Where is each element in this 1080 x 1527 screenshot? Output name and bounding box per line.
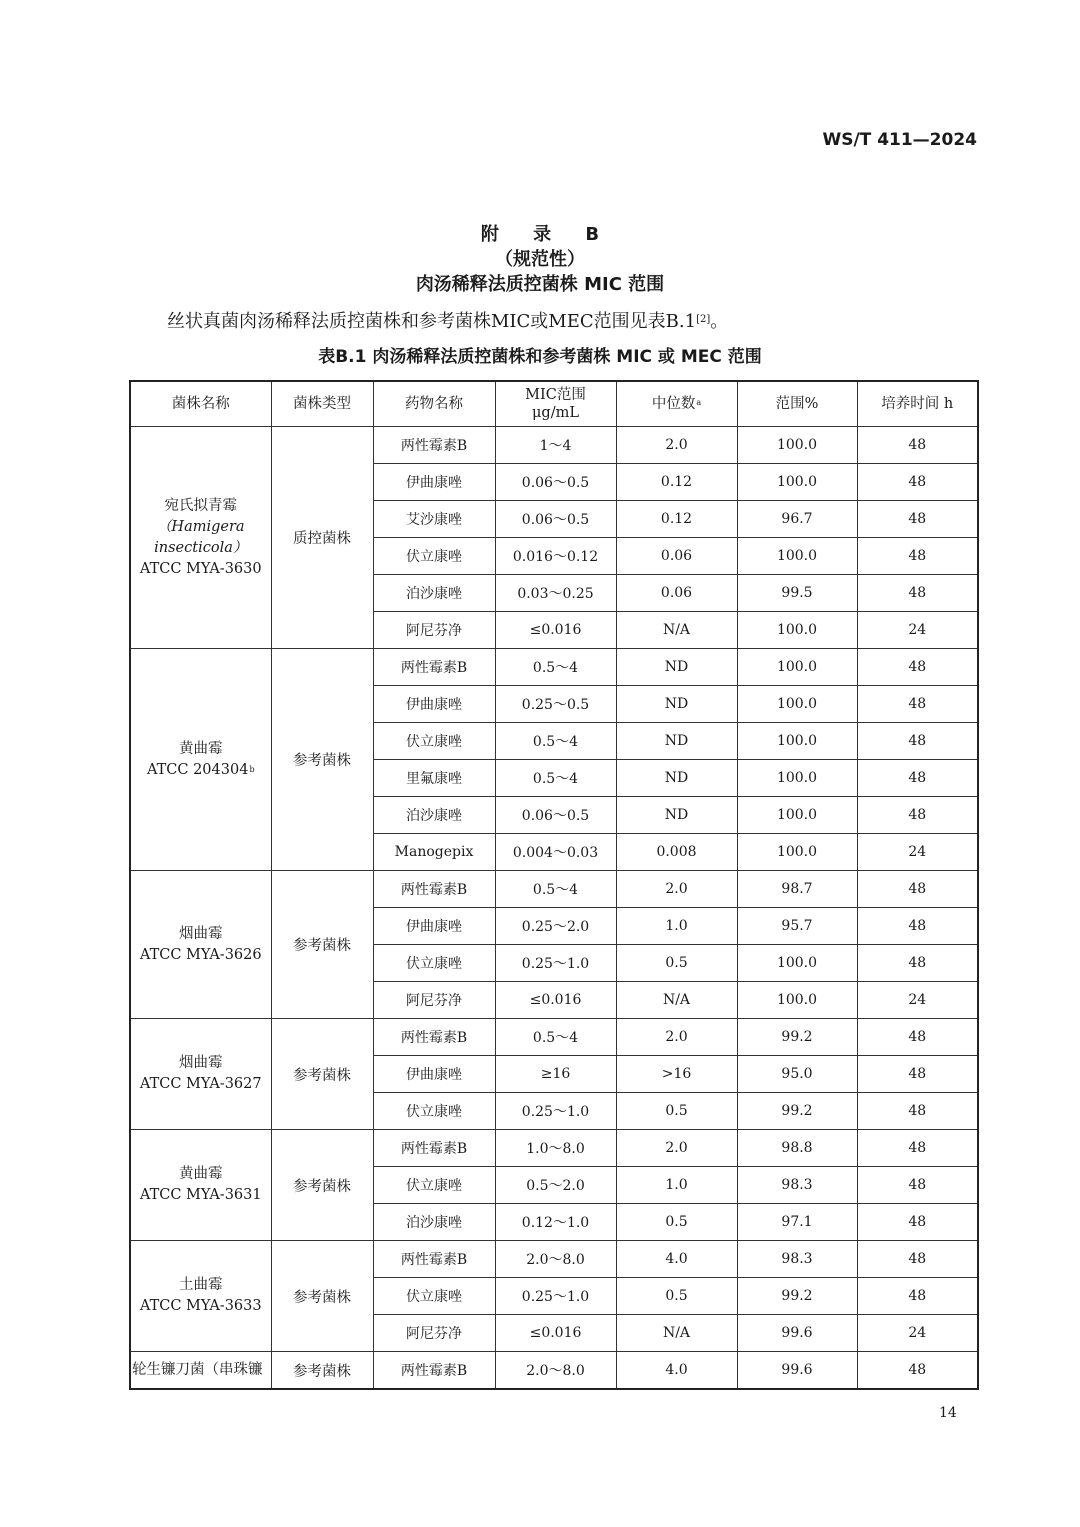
median-cell: 2.0	[616, 427, 737, 464]
incubation-time-cell: 48	[857, 1352, 978, 1390]
header-drug-name: 药物名称	[373, 381, 495, 427]
strain-name-line: ATCC MYA-3633	[139, 1298, 262, 1314]
header-mic-label: MIC范围	[525, 387, 586, 403]
mic-range-cell: ≥16	[495, 1056, 616, 1093]
appendix-heading: 肉汤稀释法质控菌株 MIC 范围	[415, 274, 665, 295]
median-cell: 4.0	[616, 1241, 737, 1278]
drug-name-cell: 两性霉素B	[373, 427, 495, 464]
drug-name-cell: 伏立康唑	[373, 538, 495, 575]
strain-type-cell: 参考菌株	[271, 1019, 373, 1130]
range-percent-cell: 100.0	[737, 760, 857, 797]
strain-name-line: 黄曲霉	[179, 1166, 223, 1182]
strain-name-line: ATCC MYA-3631	[139, 1187, 262, 1203]
drug-name-cell: 两性霉素B	[373, 649, 495, 686]
range-percent-cell: 99.2	[737, 1093, 857, 1130]
drug-name-cell: 阿尼芬净	[373, 1315, 495, 1352]
mic-range-cell: 0.25～0.5	[495, 686, 616, 723]
page-number: 14	[939, 1405, 957, 1421]
incubation-time-cell: 48	[857, 871, 978, 908]
mic-range-cell: 0.06～0.5	[495, 464, 616, 501]
median-cell: 0.5	[616, 1093, 737, 1130]
table-row	[130, 1352, 978, 1390]
appendix-title: 附 录 B	[480, 224, 614, 245]
strain-name-cell	[130, 649, 271, 871]
drug-name-cell: 艾沙康唑	[373, 501, 495, 538]
drug-name-cell: 里氟康唑	[373, 760, 495, 797]
median-cell: 0.06	[616, 538, 737, 575]
mic-range-cell: 0.5～4	[495, 760, 616, 797]
footnote-marker-b: b	[249, 764, 255, 774]
incubation-time-cell: 48	[857, 1204, 978, 1241]
drug-name-cell: 伊曲康唑	[373, 686, 495, 723]
incubation-time-cell: 48	[857, 501, 978, 538]
median-cell: 2.0	[616, 1019, 737, 1056]
incubation-time-cell: 48	[857, 723, 978, 760]
strain-type-cell: 参考菌株	[271, 871, 373, 1019]
mic-range-cell: 1.0～8.0	[495, 1130, 616, 1167]
mic-range-cell: ≤0.016	[495, 1315, 616, 1352]
mic-range-cell: 0.004～0.03	[495, 834, 616, 871]
incubation-time-cell: 24	[857, 1315, 978, 1352]
mic-range-cell: ≤0.016	[495, 982, 616, 1019]
drug-name-cell: 阿尼芬净	[373, 982, 495, 1019]
drug-name-cell: 伊曲康唑	[373, 1056, 495, 1093]
incubation-time-cell: 48	[857, 464, 978, 501]
range-percent-cell: 100.0	[737, 723, 857, 760]
strain-name-line: ATCC 204304	[146, 761, 249, 778]
median-cell: 2.0	[616, 1130, 737, 1167]
drug-name-cell: 伏立康唑	[373, 945, 495, 982]
header-mic-unit: μg/mL	[532, 405, 579, 421]
strain-name-line: （Hamigera	[156, 518, 245, 535]
median-cell: 1.0	[616, 1167, 737, 1204]
strain-name-cell	[130, 1130, 271, 1241]
incubation-time-cell: 48	[857, 945, 978, 982]
drug-name-cell: 泊沙康唑	[373, 575, 495, 612]
mic-range-cell: 0.12～1.0	[495, 1204, 616, 1241]
mic-range-cell: 0.06～0.5	[495, 797, 616, 834]
reference-marker: [2]	[696, 314, 711, 325]
mic-range-cell: 0.5～2.0	[495, 1167, 616, 1204]
mic-range-cell: 0.25～1.0	[495, 945, 616, 982]
incubation-time-cell: 48	[857, 1241, 978, 1278]
median-cell: 0.5	[616, 1278, 737, 1315]
strain-name-line: ATCC MYA-3627	[139, 1076, 262, 1092]
mic-range-table	[129, 380, 979, 1390]
mic-range-cell: 0.5～4	[495, 723, 616, 760]
median-cell: N/A	[616, 982, 737, 1019]
mic-range-cell: 0.5～4	[495, 649, 616, 686]
table-body	[130, 427, 978, 1390]
table-row	[130, 1130, 978, 1167]
range-percent-cell: 100.0	[737, 464, 857, 501]
table-header-row	[130, 381, 978, 427]
range-percent-cell: 100.0	[737, 649, 857, 686]
incubation-time-cell: 48	[857, 1278, 978, 1315]
strain-type-cell: 参考菌株	[271, 649, 373, 871]
table-row	[130, 871, 978, 908]
median-cell: 2.0	[616, 871, 737, 908]
incubation-time-cell: 48	[857, 649, 978, 686]
strain-name-line: 烟曲霉	[179, 925, 223, 942]
strain-name-line: 黄曲霉	[179, 740, 223, 757]
range-percent-cell: 98.8	[737, 1130, 857, 1167]
range-percent-cell: 98.7	[737, 871, 857, 908]
strain-name-cell	[130, 1241, 271, 1352]
median-cell: ND	[616, 723, 737, 760]
range-percent-cell: 100.0	[737, 945, 857, 982]
incubation-time-cell: 48	[857, 908, 978, 945]
incubation-time-cell: 24	[857, 982, 978, 1019]
header-median	[616, 381, 737, 427]
document-code: WS/T 411—2024	[822, 130, 977, 150]
strain-name-line: 土曲霉	[179, 1277, 223, 1293]
mic-range-cell: 1～4	[495, 427, 616, 464]
drug-name-cell: 伊曲康唑	[373, 908, 495, 945]
median-cell: >16	[616, 1056, 737, 1093]
header-range-percent: 范围%	[737, 381, 857, 427]
range-percent-cell: 100.0	[737, 982, 857, 1019]
drug-name-cell: 阿尼芬净	[373, 612, 495, 649]
median-cell: 4.0	[616, 1352, 737, 1390]
table-row	[130, 649, 978, 686]
strain-name-line: ATCC MYA-3626	[139, 946, 262, 963]
table-row	[130, 1019, 978, 1056]
mic-range-cell: ≤0.016	[495, 612, 616, 649]
strain-name-line: 烟曲霉	[179, 1055, 223, 1071]
strain-name-line: 轮生镰刀菌（串珠镰	[132, 1361, 263, 1378]
drug-name-cell: 伏立康唑	[373, 1093, 495, 1130]
range-percent-cell: 98.3	[737, 1241, 857, 1278]
drug-name-cell: 两性霉素B	[373, 1241, 495, 1278]
range-percent-cell: 95.7	[737, 908, 857, 945]
drug-name-cell: 伏立康唑	[373, 723, 495, 760]
median-cell: ND	[616, 797, 737, 834]
incubation-time-cell: 48	[857, 427, 978, 464]
range-percent-cell: 99.6	[737, 1352, 857, 1390]
strain-name-cell	[130, 427, 271, 649]
incubation-time-cell: 48	[857, 1019, 978, 1056]
mic-range-cell: 0.25～1.0	[495, 1278, 616, 1315]
range-percent-cell: 99.5	[737, 575, 857, 612]
table-caption: 表B.1 肉汤稀释法质控菌株和参考菌株 MIC 或 MEC 范围	[318, 347, 762, 367]
range-percent-cell: 98.3	[737, 1167, 857, 1204]
range-percent-cell: 100.0	[737, 612, 857, 649]
appendix-normative-note: （规范性）	[495, 249, 585, 270]
drug-name-cell: 泊沙康唑	[373, 1204, 495, 1241]
mic-range-cell: 0.25～1.0	[495, 1093, 616, 1130]
median-cell: ND	[616, 686, 737, 723]
drug-name-cell: 两性霉素B	[373, 1352, 495, 1390]
median-cell: ND	[616, 649, 737, 686]
mic-range-cell: 0.03～0.25	[495, 575, 616, 612]
drug-name-cell: Manogepix	[373, 834, 495, 871]
mic-range-cell: 0.25～2.0	[495, 908, 616, 945]
drug-name-cell: 两性霉素B	[373, 1019, 495, 1056]
intro-text: 丝状真菌肉汤稀释法质控菌株和参考菌株MIC或MEC范围见表B.1	[167, 311, 697, 332]
median-cell: 0.12	[616, 501, 737, 538]
header-median-label: 中位数	[651, 396, 696, 412]
strain-type-cell: 质控菌株	[271, 427, 373, 649]
drug-name-cell: 两性霉素B	[373, 871, 495, 908]
incubation-time-cell: 48	[857, 686, 978, 723]
drug-name-cell: 伊曲康唑	[373, 464, 495, 501]
strain-name-line: ATCC MYA-3630	[139, 560, 262, 577]
strain-name-cell	[130, 1352, 271, 1390]
incubation-time-cell: 48	[857, 1167, 978, 1204]
range-percent-cell: 100.0	[737, 797, 857, 834]
range-percent-cell: 97.1	[737, 1204, 857, 1241]
median-cell: 0.5	[616, 945, 737, 982]
mic-range-cell: 0.06～0.5	[495, 501, 616, 538]
incubation-time-cell: 48	[857, 1130, 978, 1167]
median-cell: 0.5	[616, 1204, 737, 1241]
incubation-time-cell: 24	[857, 834, 978, 871]
range-percent-cell: 100.0	[737, 427, 857, 464]
header-strain-name: 菌株名称	[130, 381, 271, 427]
mic-range-cell: 0.016～0.12	[495, 538, 616, 575]
median-cell: ND	[616, 760, 737, 797]
strain-name-line: insecticola）	[154, 539, 248, 556]
median-cell: 0.008	[616, 834, 737, 871]
table-row	[130, 427, 978, 464]
incubation-time-cell: 48	[857, 575, 978, 612]
range-percent-cell: 99.6	[737, 1315, 857, 1352]
appendix-header	[0, 222, 1080, 297]
mic-range-cell: 0.5～4	[495, 871, 616, 908]
header-incubation-time: 培养时间 h	[857, 381, 978, 427]
strain-type-cell: 参考菌株	[271, 1241, 373, 1352]
drug-name-cell: 两性霉素B	[373, 1130, 495, 1167]
strain-type-cell: 参考菌株	[271, 1352, 373, 1390]
median-cell: 0.12	[616, 464, 737, 501]
strain-name-cell	[130, 1019, 271, 1130]
range-percent-cell: 95.0	[737, 1056, 857, 1093]
range-percent-cell: 99.2	[737, 1278, 857, 1315]
drug-name-cell: 泊沙康唑	[373, 797, 495, 834]
median-cell: N/A	[616, 1315, 737, 1352]
drug-name-cell: 伏立康唑	[373, 1167, 495, 1204]
footnote-marker-a: a	[696, 398, 702, 407]
incubation-time-cell: 48	[857, 538, 978, 575]
incubation-time-cell: 48	[857, 1093, 978, 1130]
header-strain-type: 菌株类型	[271, 381, 373, 427]
mic-range-cell: 2.0～8.0	[495, 1352, 616, 1390]
median-cell: N/A	[616, 612, 737, 649]
median-cell: 1.0	[616, 908, 737, 945]
incubation-time-cell: 24	[857, 612, 978, 649]
range-percent-cell: 99.2	[737, 1019, 857, 1056]
mic-range-cell: 0.5～4	[495, 1019, 616, 1056]
header-mic-range	[495, 381, 616, 427]
strain-name-cell	[130, 871, 271, 1019]
intro-paragraph	[167, 309, 728, 335]
median-cell: 0.06	[616, 575, 737, 612]
intro-end: 。	[710, 311, 729, 332]
incubation-time-cell: 48	[857, 760, 978, 797]
mic-range-cell: 2.0～8.0	[495, 1241, 616, 1278]
table-row	[130, 1241, 978, 1278]
drug-name-cell: 伏立康唑	[373, 1278, 495, 1315]
range-percent-cell: 100.0	[737, 686, 857, 723]
range-percent-cell: 100.0	[737, 834, 857, 871]
range-percent-cell: 96.7	[737, 501, 857, 538]
strain-type-cell: 参考菌株	[271, 1130, 373, 1241]
incubation-time-cell: 48	[857, 797, 978, 834]
strain-name-line: 宛氏拟青霉	[164, 497, 237, 514]
incubation-time-cell: 48	[857, 1056, 978, 1093]
range-percent-cell: 100.0	[737, 538, 857, 575]
